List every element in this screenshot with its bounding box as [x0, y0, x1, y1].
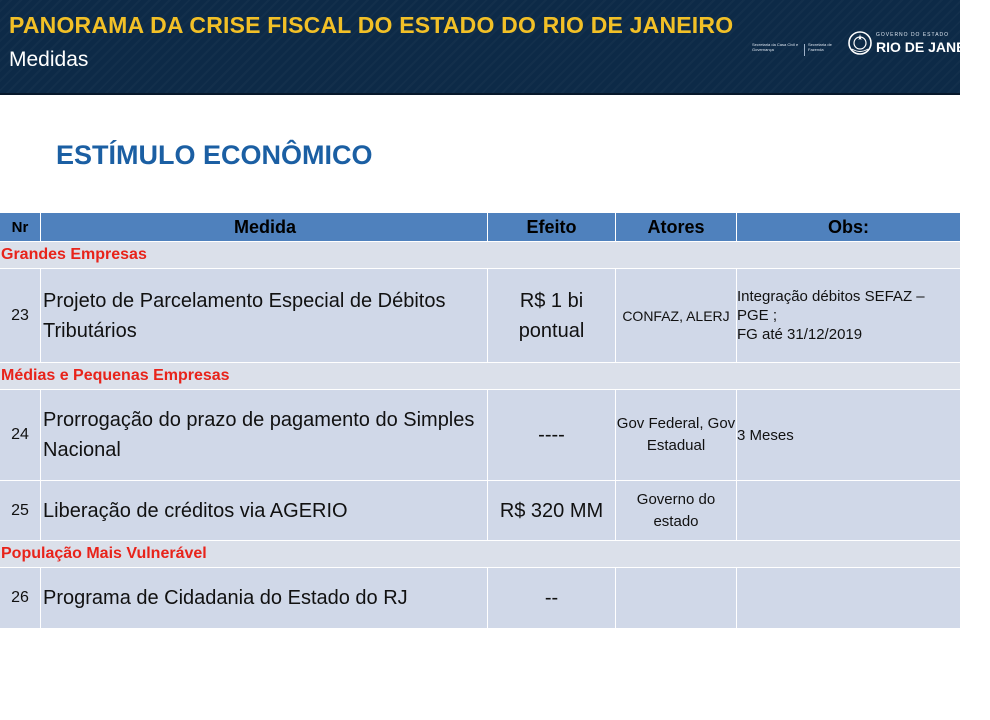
- group-label: Médias e Pequenas Empresas: [1, 367, 230, 384]
- state-seal-icon: [847, 30, 873, 56]
- group-label: Grandes Empresas: [1, 246, 147, 263]
- cell-atores: Gov Federal, Gov Estadual: [616, 390, 737, 480]
- presentation-title: PANORAMA DA CRISE FISCAL DO ESTADO DO RIO DE JANEIRO: [9, 12, 734, 38]
- group-label: População Mais Vulnerável: [1, 545, 207, 562]
- cell-nr: 24: [0, 390, 41, 480]
- cell-nr: 26: [0, 568, 41, 628]
- cell-medida: Liberação de créditos via AGERIO: [41, 481, 488, 540]
- cell-atores: CONFAZ, ALERJ: [616, 269, 737, 362]
- cell-efeito: R$ 320 MM: [488, 481, 616, 540]
- cell-obs: [737, 568, 960, 628]
- table-row: [0, 269, 960, 363]
- cell-efeito: R$ 1 bi pontual: [488, 269, 616, 362]
- cell-atores: Governo do estado: [616, 481, 737, 540]
- cell-obs: 3 Meses: [737, 426, 794, 444]
- cell-obs: Integração débitos SEFAZ – PGE ; FG até 31/12/2019: [737, 288, 925, 343]
- header-band: [0, 0, 990, 95]
- logo-secretaria-casa-civil: Secretaria da Casa Civil e Governança: [752, 42, 799, 52]
- presentation-subtitle: Medidas: [9, 48, 89, 71]
- logo-divider: [804, 44, 805, 56]
- cell-medida: Programa de Cidadania do Estado do RJ: [41, 568, 488, 628]
- column-header-obs: Obs:: [827, 216, 869, 237]
- column-header-atores: Atores: [616, 213, 737, 241]
- table-row: [0, 481, 960, 541]
- measures-table: [0, 213, 960, 629]
- group-row: [0, 541, 960, 568]
- cell-medida: Projeto de Parcelamento Especial de Débitos Tributários: [41, 269, 488, 362]
- cell-efeito: --: [488, 568, 616, 628]
- group-row: [0, 363, 960, 390]
- group-row: [0, 242, 960, 269]
- government-logos: [750, 28, 990, 60]
- logo-rio-de-janeiro-label: RIO DE JANEIRO: [876, 39, 990, 55]
- section-title: ESTÍMULO ECONÔMICO: [56, 140, 373, 170]
- table-row: [0, 390, 960, 481]
- cell-efeito: ----: [488, 390, 616, 480]
- logo-secretaria-fazenda: Secretaria de Fazenda: [808, 42, 832, 52]
- cell-nr: 23: [0, 269, 41, 362]
- column-header-nr: Nr: [0, 213, 41, 241]
- table-header-row: [0, 213, 960, 242]
- cell-medida: Prorrogação do prazo de pagamento do Simples Nacional: [41, 390, 488, 480]
- logo-governo-label: GOVERNO DO ESTADO: [876, 32, 950, 38]
- column-header-efeito: Efeito: [488, 213, 616, 241]
- column-header-medida: Medida: [41, 213, 488, 241]
- cell-nr: 25: [0, 481, 41, 540]
- cell-obs: [737, 481, 960, 540]
- table-row: [0, 568, 960, 629]
- cell-atores: [616, 568, 737, 628]
